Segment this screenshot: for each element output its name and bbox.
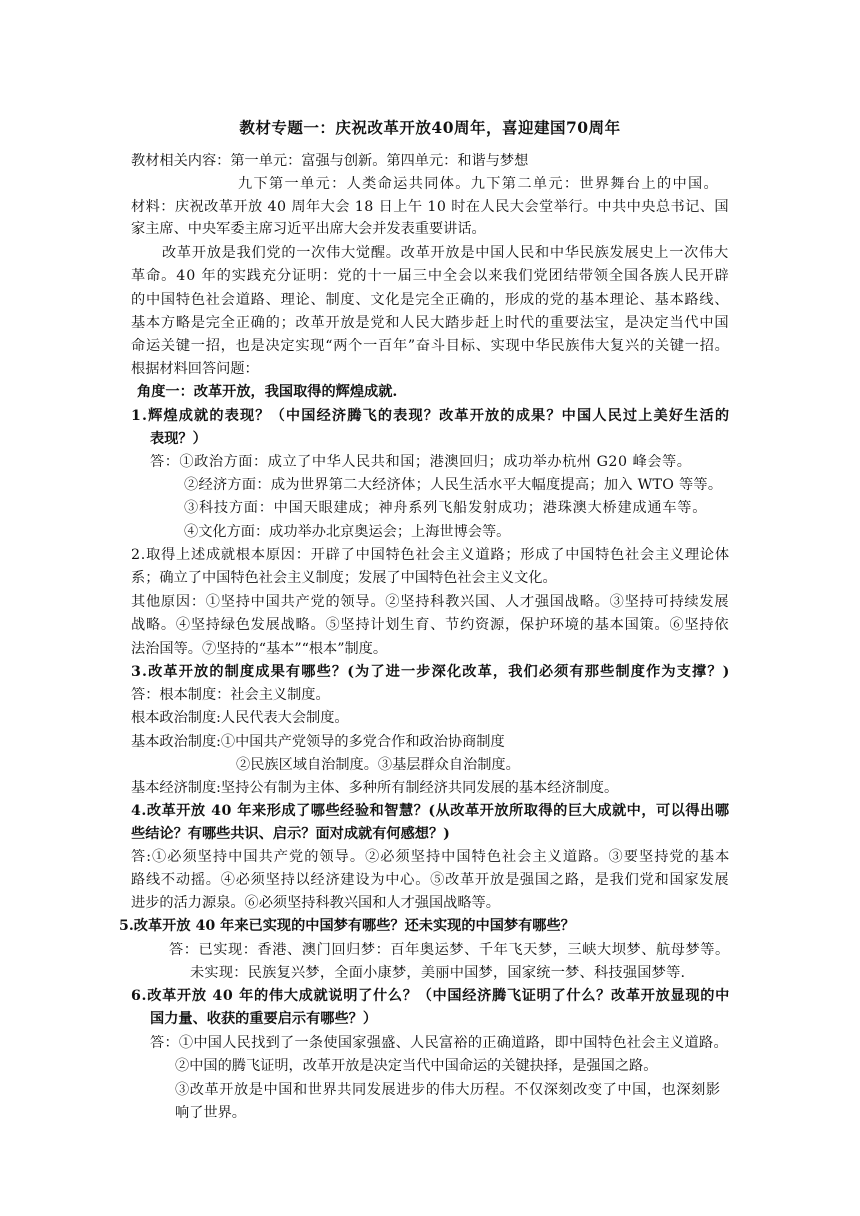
text-line: 些结论？有哪些共识、启示？面对成就有何感想？): [131, 826, 450, 842]
text-line: ②中国的腾飞证明，改革开放是决定当代中国命运的关键抉择，是强国之路。: [175, 1058, 658, 1074]
text-line: 答：①政治方面：成立了中华人民共和国；港澳回归；成功举办杭州 G20 峰会等。: [150, 454, 692, 470]
document-title: 教材专题一：庆祝改革开放40周年，喜迎建国70周年: [239, 118, 621, 137]
text-line: 进步的活力源泉。⑥必须坚持科教兴国和人才强国战略等。: [131, 895, 500, 911]
text-line: 1.辉煌成就的表现？（中国经济腾飞的表现？改革开放的成果？中国人民过上美好生活的: [131, 408, 731, 424]
text-line: 基本政治制度:①中国共产党领导的多党合作和政治协商制度: [131, 734, 505, 750]
text-line: 战略。④坚持绿色发展战略。⑤坚持计划生育、节约资源，保护环境的基本国策。⑥坚持依: [131, 617, 730, 633]
text-line: 答：①中国人民找到了一条使国家强盛、人民富裕的正确道路，即中国特色社会主义道路。: [150, 1035, 728, 1051]
text-line: 路线不动摇。④必须坚持以经济建设为中心。⑤改革开放是强国之路，是我们党和国家发展: [131, 872, 730, 888]
text-line: 革命。40 年的实践充分证明：党的十一届三中全会以来我们党团结带领全国各族人民开辟: [131, 268, 730, 284]
text-line: ②经济方面：成为世界第二大经济体；人民生活水平大幅度提高；加入 WTO 等等。: [184, 477, 723, 493]
text-line: 5.改革开放 40 年来已实现的中国梦有哪些？还未实现的中国梦有哪些？: [119, 918, 575, 934]
text-line: 答:①必须坚持中国共产党的领导。②必须坚持中国特色社会主义道路。③要坚持党的基本: [131, 849, 731, 865]
text-line: 家主席、中央军委主席习近平出席大会并发表重要讲话。: [131, 221, 486, 237]
text-line: 表现？）: [150, 431, 207, 447]
text-line: 基本方略是完全正确的；改革开放是党和人民大踏步赶上时代的重要法宝，是决定当代中国: [131, 315, 730, 331]
text-line: 6.改革开放 40 年的伟大成就说明了什么？（中国经济腾飞证明了什么？改革开放显现的中: [131, 988, 731, 1004]
text-line: 基本经济制度:坚持公有制为主体、多种所有制经济共同发展的基本经济制度。: [131, 780, 619, 796]
text-line: 其他原因：①坚持中国共产党的领导。②坚持科教兴国、人才强国战略。③坚持可持续发展: [131, 594, 730, 610]
text-line: ②民族区域自治制度。③基层群众自治制度。: [236, 757, 520, 773]
text-line: 答：已实现：香港、澳门回归梦：百年奥运梦、千年飞天梦，三峡大坝梦、航母梦等。: [169, 942, 730, 958]
text-line: 答：根本制度：社会主义制度。: [131, 687, 330, 703]
text-line: 九下第一单元：人类命运共同体。九下第二单元：世界舞台上的中国。: [238, 176, 720, 192]
text-line: 国力量、收获的重要启示有哪些？）: [150, 1011, 378, 1027]
text-line: ④文化方面：成功举办北京奥运会；上海世博会等。: [184, 524, 511, 540]
text-line: 教材相关内容：第一单元：富强与创新。第四单元：和谐与梦想: [131, 153, 529, 169]
text-line: 命运关键一招，也是决定实现“两个一百年”奋斗目标、实现中华民族伟大复兴的关键一招。: [131, 338, 730, 354]
text-line: ③科技方面：中国天眼建成；神舟系列飞船发射成功；港珠澳大桥建成通车等。: [184, 500, 708, 516]
text-line: 3.改革开放的制度成果有哪些？(为了进一步深化改革，我们必须有那些制度作为支撑？): [131, 664, 731, 680]
text-line: 法治国等。⑦坚持的“基本”“根本”制度。: [131, 641, 388, 657]
text-line: 4.改革开放 40 年来形成了哪些经验和智慧？(从改革开放所取得的巨大成就中，可以得出哪: [131, 803, 730, 819]
text-line: 根本政治制度:人民代表大会制度。: [131, 710, 349, 726]
text-line: 未实现：民族复兴梦，全面小康梦，美丽中国梦，国家统一梦、科技强国梦等.: [190, 965, 686, 981]
text-line: 角度一：改革开放，我国取得的辉煌成就.: [137, 384, 398, 400]
text-line: 2.取得上述成就根本原因：开辟了中国特色社会主义道路；形成了中国特色社会主义理论体: [131, 547, 730, 563]
text-line: ③改革开放是中国和世界共同发展进步的伟大历程。不仅深刻改变了中国，也深刻影: [175, 1082, 721, 1098]
text-line: 响了世界。: [175, 1105, 246, 1121]
text-line: 材料：庆祝改革开放 40 周年大会 18 日上午 10 时在人民大会堂举行。中共中央总书记、国: [131, 199, 729, 215]
text-line: 改革开放是我们党的一次伟大觉醒。改革开放是中国人民和中华民族发展史上一次伟大: [162, 245, 729, 261]
text-line: 系；确立了中国特色社会主义制度；发展了中国特色社会主义文化。: [131, 570, 557, 586]
text-line: 的中国特色社会道路、理论、制度、文化是完全正确的，形成的党的基本理论、基本路线、: [131, 292, 730, 308]
text-line: 根据材料回答问题：: [131, 361, 259, 377]
